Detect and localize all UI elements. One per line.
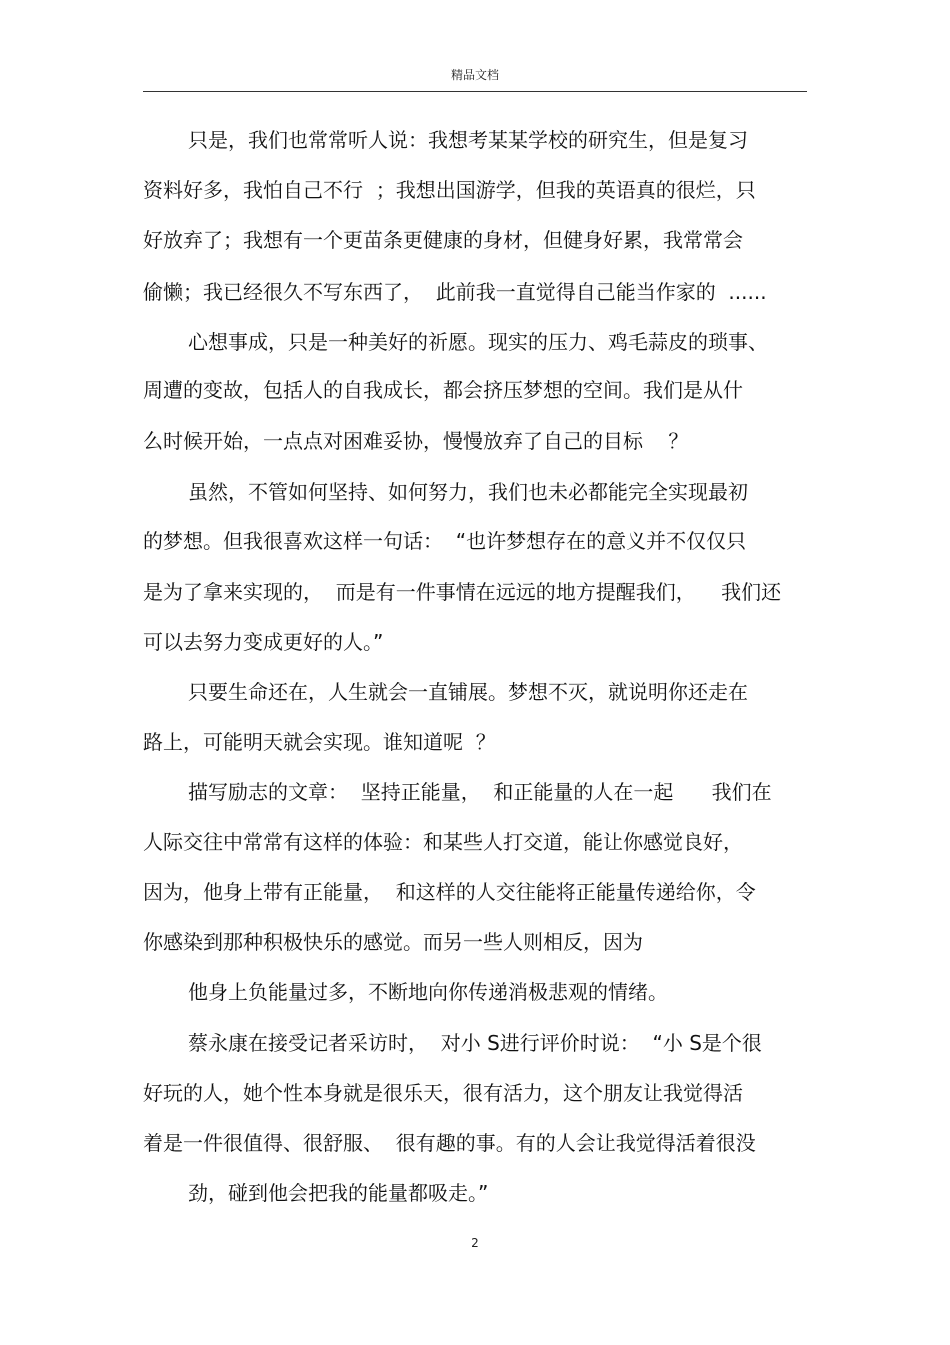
body-line: 只要生命还在，人生就会一直铺展。梦想不灭，就说明你还走在	[188, 680, 748, 704]
body-line: 描写励志的文章： 坚持正能量， 和正能量的人在一起 我们在	[188, 780, 772, 804]
body-line: 只是，我们也常常听人说：我想考某某学校的研究生，但是复习	[188, 128, 748, 152]
body-line: 你感染到那种积极快乐的感觉。而另一些人则相反，因为	[143, 930, 643, 954]
body-line: 因为，他身上带有正能量， 和这样的人交往能将正能量传递给你，令	[143, 880, 756, 904]
body-line: 周遭的变故，包括人的自我成长，都会挤压梦想的空间。我们是从什	[143, 378, 743, 402]
body-line: 的梦想。但我很喜欢这样一句话： “也许梦想存在的意义并不仅仅只	[143, 529, 747, 553]
body-line: 劲，碰到他会把我的能量都吸走。”	[188, 1181, 489, 1205]
body-line: 路上，可能明天就会实现。谁知道呢 ？	[143, 730, 496, 754]
body-line: 着是一件很值得、很舒服、 很有趣的事。有的人会让我觉得活着很没	[143, 1131, 756, 1155]
page-number: 2	[471, 1236, 479, 1250]
body-line: 可以去努力变成更好的人。”	[143, 630, 384, 654]
body-line: 好放弃了；我想有一个更苗条更健康的身材，但健身好累，我常常会	[143, 228, 743, 252]
body-line: 他身上负能量过多，不断地向你传递消极悲观的情绪。	[188, 980, 668, 1004]
body-line: 人际交往中常常有这样的体验：和某些人打交道，能让你感觉良好，	[143, 830, 743, 854]
body-line: 是为了拿来实现的， 而是有一件事情在远远的地方提醒我们， 我们还	[143, 580, 782, 604]
body-line: 蔡永康在接受记者采访时， 对小 S进行评价时说： “小 S是个很	[188, 1031, 762, 1055]
header-divider	[143, 91, 807, 92]
body-line: 偷懒；我已经很久不写东西了， 此前我一直觉得自己能当作家的 ......	[143, 280, 767, 304]
body-line: 么时候开始，一点点对困难妥协，慢慢放弃了自己的目标 ？	[143, 429, 689, 453]
page-header: 精品文档	[450, 68, 499, 82]
body-line: 资料好多，我怕自己不行 ；我想出国游学，但我的英语真的很烂，只	[143, 178, 756, 202]
body-line: 好玩的人，她个性本身就是很乐天，很有活力，这个朋友让我觉得活	[143, 1081, 743, 1105]
body-line: 虽然，不管如何坚持、如何努力，我们也未必都能完全实现最初	[188, 480, 748, 504]
body-line: 心想事成，只是一种美好的祈愿。现实的压力、鸡毛蒜皮的琐事、	[188, 330, 768, 354]
